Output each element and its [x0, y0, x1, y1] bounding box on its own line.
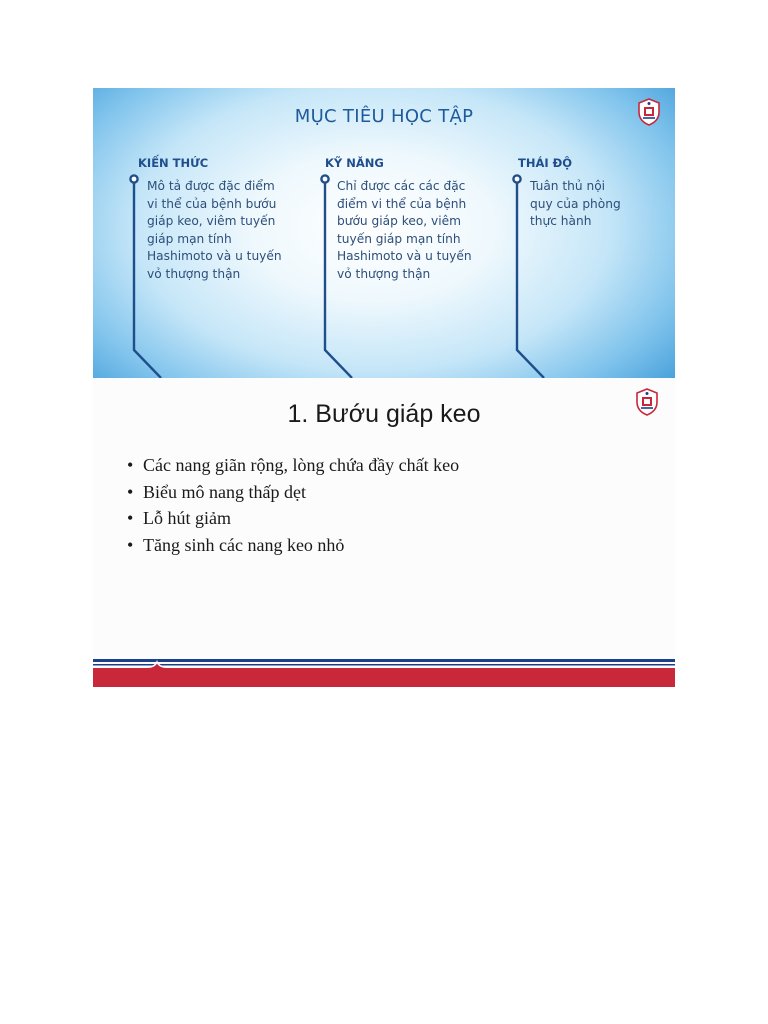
column-heading-knowledge: KIẾN THỨC	[138, 156, 209, 170]
column-text-knowledge: Mô tả được đặc điểm vi thể của bệnh bướu giáp keo, viêm tuyến giáp mạn tính Hashimoto và u tuyến vỏ thượng thận	[147, 179, 282, 281]
footer-ribbon	[93, 659, 675, 687]
list-item: • Lỗ hút giảm	[127, 508, 231, 528]
university-logo-icon	[637, 98, 661, 126]
list-item: • Tăng sinh các nang keo nhỏ	[127, 534, 345, 555]
list-item: • Các nang giãn rộng, lòng chứa đầy chất keo	[127, 455, 460, 475]
slide-objectives	[93, 88, 675, 378]
slide-title: 1. Bướu giáp keo	[287, 400, 481, 428]
column-heading-attitude: THÁI ĐỘ	[518, 156, 573, 170]
column-text-attitude: Tuân thủ nội quy của phòng thực hành	[530, 179, 621, 228]
list-item: • Biểu mô nang thấp dẹt	[127, 481, 306, 502]
slide-title: MỤC TIÊU HỌC TẬP	[294, 106, 474, 127]
column-text-skills: Chỉ được các các đặc điểm vi thể của bệnh bướu giáp keo, viêm tuyến giáp mạn tính Hashimoto và u tuyến vỏ thượng thận	[337, 179, 472, 281]
bullet-list	[127, 452, 459, 558]
university-logo-icon	[635, 388, 659, 416]
column-heading-skills: KỸ NĂNG	[325, 156, 384, 170]
slide-colloid-goiter	[93, 378, 675, 687]
